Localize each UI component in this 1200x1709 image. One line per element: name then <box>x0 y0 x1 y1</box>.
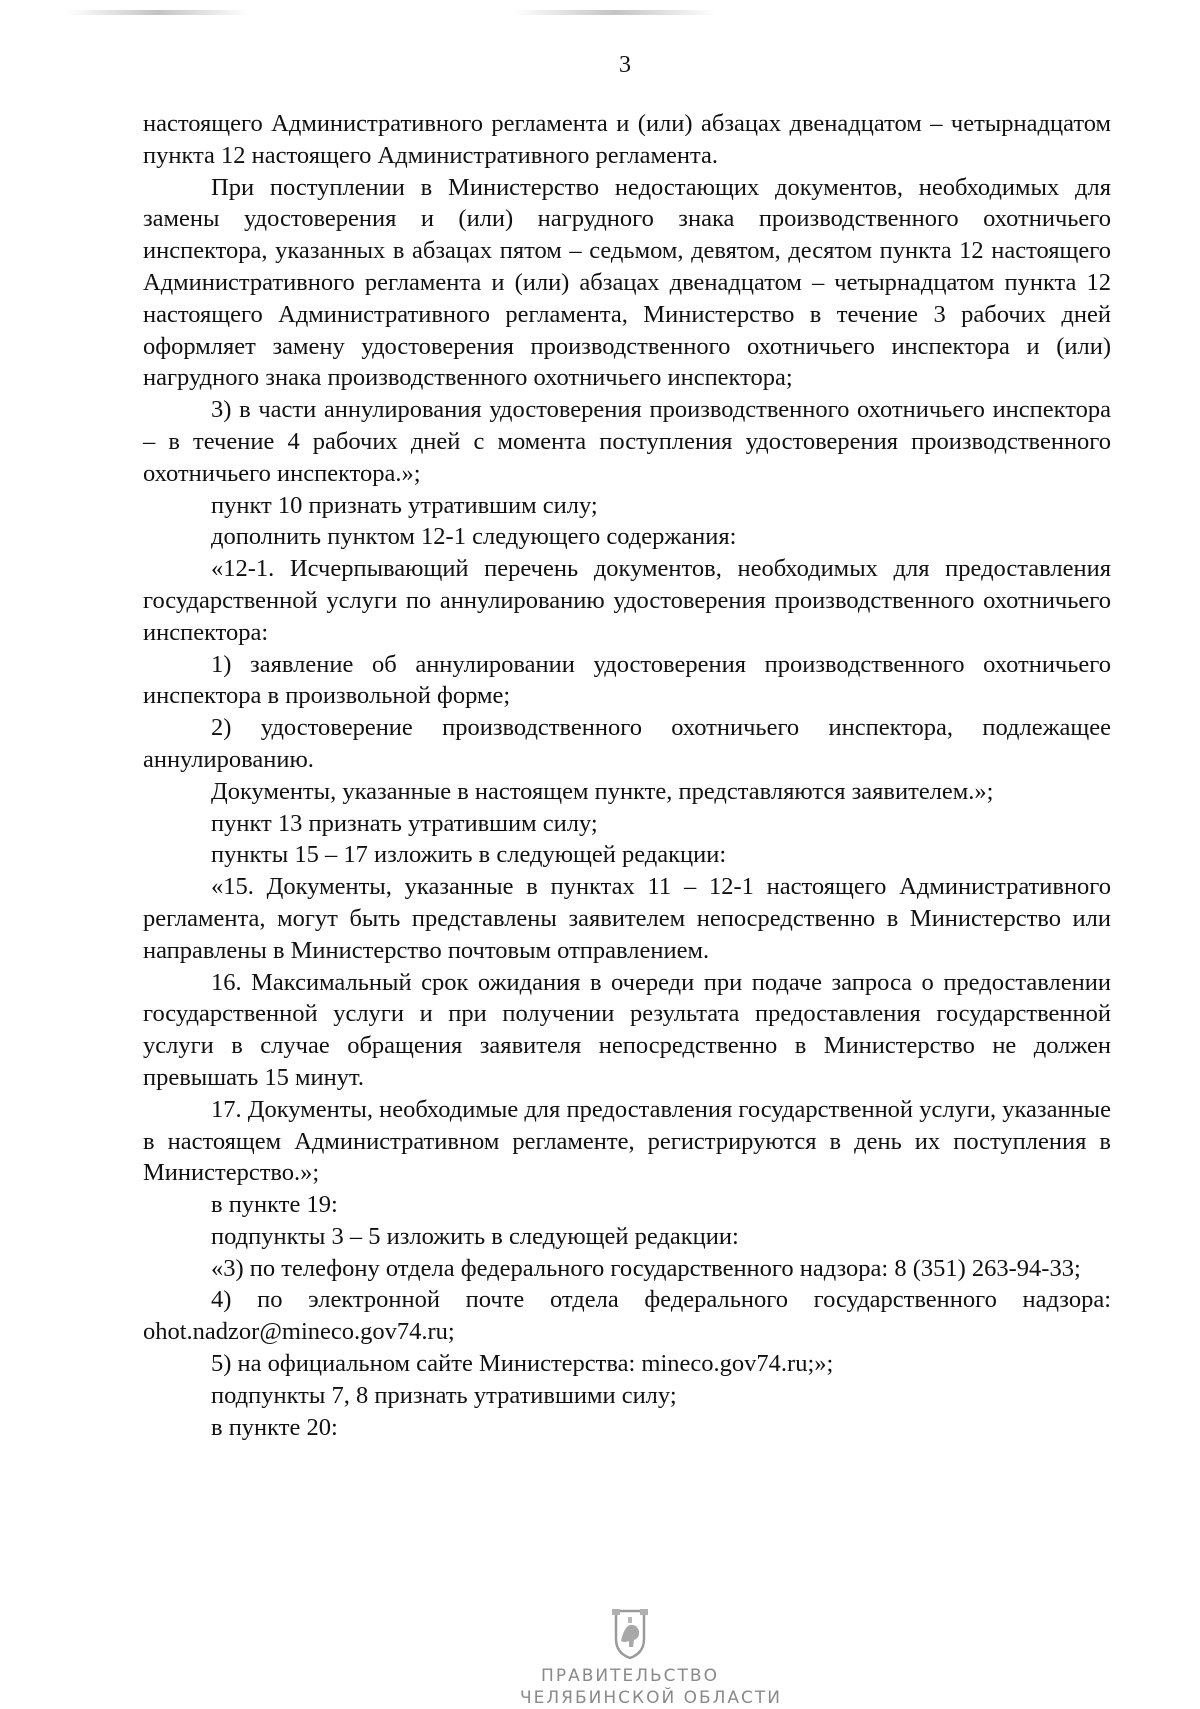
scan-artifact-center <box>515 10 715 15</box>
paragraph: 5) на официальном сайте Министерства: mineco.gov74.ru;»; <box>211 1350 834 1378</box>
scan-artifact-left <box>68 10 248 15</box>
paragraph: 1) заявление об аннулировании удостоверения производственного охотничьего инспектора в произвольной форме; <box>143 650 1111 710</box>
paragraph: подпункты 7, 8 признать утратившими силу; <box>211 1381 677 1409</box>
paragraph: «3) по телефону отдела федерального государственного надзора: 8 (351) 263-94-33; <box>211 1254 1081 1282</box>
paragraph: настоящего Административного регламента и (или) абзацах двенадцатом – четырнадцатом пункта 12 настоящего Административного регламента. <box>143 110 1111 169</box>
paragraph: «15. Документы, указанные в пунктах 11 – 12-1 настоящего Административного регламента, могут быть представлены заявителем непосредственно в Министерство или направлены в Министерство почтовым отправлением. <box>143 873 1111 964</box>
page-number: 3 <box>619 52 631 78</box>
paragraph: 16. Максимальный срок ожидания в очереди при подаче запроса о предоставлении государственной услуги и при получении результата предоставления государственной услуги в случае обращения заявителя непосредственно в Министерство не должен превышать 15 минут. <box>143 968 1111 1091</box>
paragraph: подпункты 3 – 5 изложить в следующей редакции: <box>211 1222 739 1250</box>
paragraph: пункт 13 признать утратившим силу; <box>211 809 598 837</box>
government-stamp <box>520 1605 783 1709</box>
paragraph: 2) удостоверение производственного охотничьего инспектора, подлежащее аннулированию. <box>143 714 1111 773</box>
paragraph: При поступлении в Министерство недостающих документов, необходимых для замены удостоверения и (или) нагрудного знака производственного охотничьего инспектора, указанных в абзацах пятом – седьмом, девятом, десятом пункта 12 настоящего Административного регламента и (или) абзацах двенадцатом – четырнадцатом пункта 12 настоящего Административного регламента, Министерство в течение 3 рабочих дней оформляет замену удостоверения производственного охотничьего инспектора и (или) нагрудного знака производственного охотничьего инспектора; <box>143 173 1111 392</box>
paragraph: 17. Документы, необходимые для предоставления государственной услуги, указанные в настоящем Административном регламенте, регистрируются в день их поступления в Министерство.»; <box>143 1095 1111 1187</box>
paragraph: пункт 10 признать утратившим силу; <box>211 491 598 519</box>
paragraph: «12-1. Исчерпывающий перечень документов, необходимых для предоставления государственной услуги по аннулированию удостоверения производственного охотничьего инспектора: <box>143 555 1111 646</box>
document-body <box>143 108 1111 1443</box>
stamp-text-line2: ЧЕЛЯБИНСКОЙ ОБЛАСТИ <box>520 1688 783 1708</box>
paragraph: в пункте 20: <box>211 1413 338 1441</box>
paragraph: дополнить пунктом 12-1 следующего содержания: <box>211 523 737 551</box>
paragraph: 3) в части аннулирования удостоверения производственного охотничьего инспектора – в течение 4 рабочих дней с момента поступления удостоверения производственного охотничьего инспектора.»; <box>143 396 1111 487</box>
coat-of-arms-icon <box>606 1605 654 1661</box>
paragraph: 4) по электронной почте отдела федерального государственного надзора: ohot.nadzor@mineco.gov74.ru; <box>143 1286 1111 1346</box>
stamp-text-line1: ПРАВИТЕЛЬСТВО <box>541 1666 719 1686</box>
paragraph: пункты 15 – 17 изложить в следующей редакции: <box>211 841 727 869</box>
paragraph: Документы, указанные в настоящем пункте, представляются заявителем.»; <box>211 777 994 805</box>
paragraph: в пункте 19: <box>211 1191 338 1219</box>
